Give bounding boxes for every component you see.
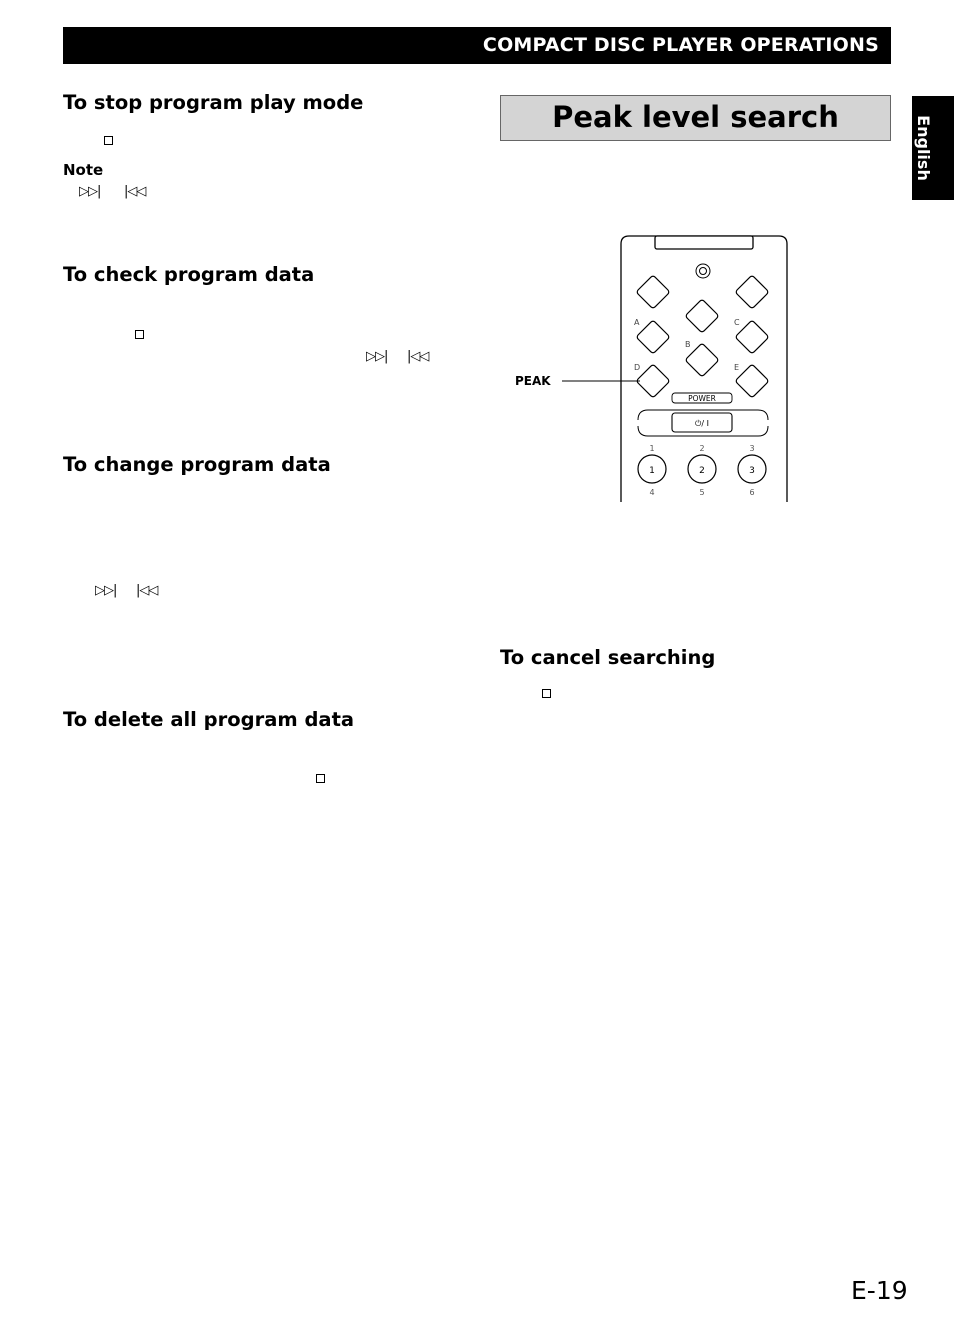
label-a: A	[634, 318, 640, 327]
heading-delete-program: To delete all program data	[63, 708, 355, 731]
peak-button-d	[636, 364, 670, 398]
ir-window	[655, 236, 753, 249]
heading-stop-program: To stop program play mode	[63, 91, 364, 114]
number-button-label-1: 1	[649, 466, 655, 476]
language-tab	[912, 96, 954, 200]
number-label-top-2: 2	[699, 444, 705, 453]
power-label: POWER	[688, 394, 716, 403]
stop-square-icon	[316, 774, 325, 783]
diamond-button	[735, 275, 769, 309]
skip-back-icon: |◁◁	[136, 583, 158, 598]
number-label-bottom-6: 6	[749, 488, 755, 497]
indicator-light	[696, 264, 710, 278]
diamond-button-e	[735, 364, 769, 398]
label-e: E	[734, 363, 740, 372]
number-button-label-3: 3	[749, 466, 755, 476]
number-label-top-3: 3	[749, 444, 755, 453]
stop-square-icon	[542, 689, 551, 698]
remote-control-illustration	[510, 228, 800, 504]
skip-back-icon: |◁◁	[124, 184, 146, 199]
note-label: Note	[63, 161, 104, 179]
heading-change-program: To change program data	[63, 453, 331, 476]
number-label-bottom-5: 5	[699, 488, 705, 497]
label-b: B	[685, 340, 691, 349]
skip-back-icon: |◁◁	[407, 349, 429, 364]
section-header-title: COMPACT DISC PLAYER OPERATIONS	[482, 34, 879, 56]
power-button-glyph: ⏻/ I	[695, 419, 709, 428]
diamond-button-c	[735, 320, 769, 354]
number-button-label-2: 2	[699, 466, 705, 476]
stop-square-icon	[135, 330, 144, 339]
label-d: D	[634, 363, 641, 372]
peak-callout-label: PEAK	[515, 374, 551, 388]
diamond-button-a	[636, 320, 670, 354]
language-tab-label: English	[914, 115, 933, 181]
header-bar	[63, 27, 891, 64]
number-label-top-1: 1	[649, 444, 655, 453]
skip-forward-icon: ▷▷|	[366, 349, 388, 364]
number-label-bottom-4: 4	[649, 488, 655, 497]
diamond-button	[685, 299, 719, 333]
page-number: E-19	[851, 1276, 908, 1305]
peak-level-title: Peak level search	[552, 100, 839, 134]
skip-forward-icon: ▷▷|	[79, 184, 101, 199]
diamond-button	[636, 275, 670, 309]
heading-check-program: To check program data	[63, 263, 315, 286]
label-c: C	[734, 318, 740, 327]
heading-cancel-search: To cancel searching	[500, 646, 716, 669]
skip-forward-icon: ▷▷|	[95, 583, 117, 598]
stop-square-icon	[104, 136, 113, 145]
peak-level-title-box	[500, 95, 891, 141]
